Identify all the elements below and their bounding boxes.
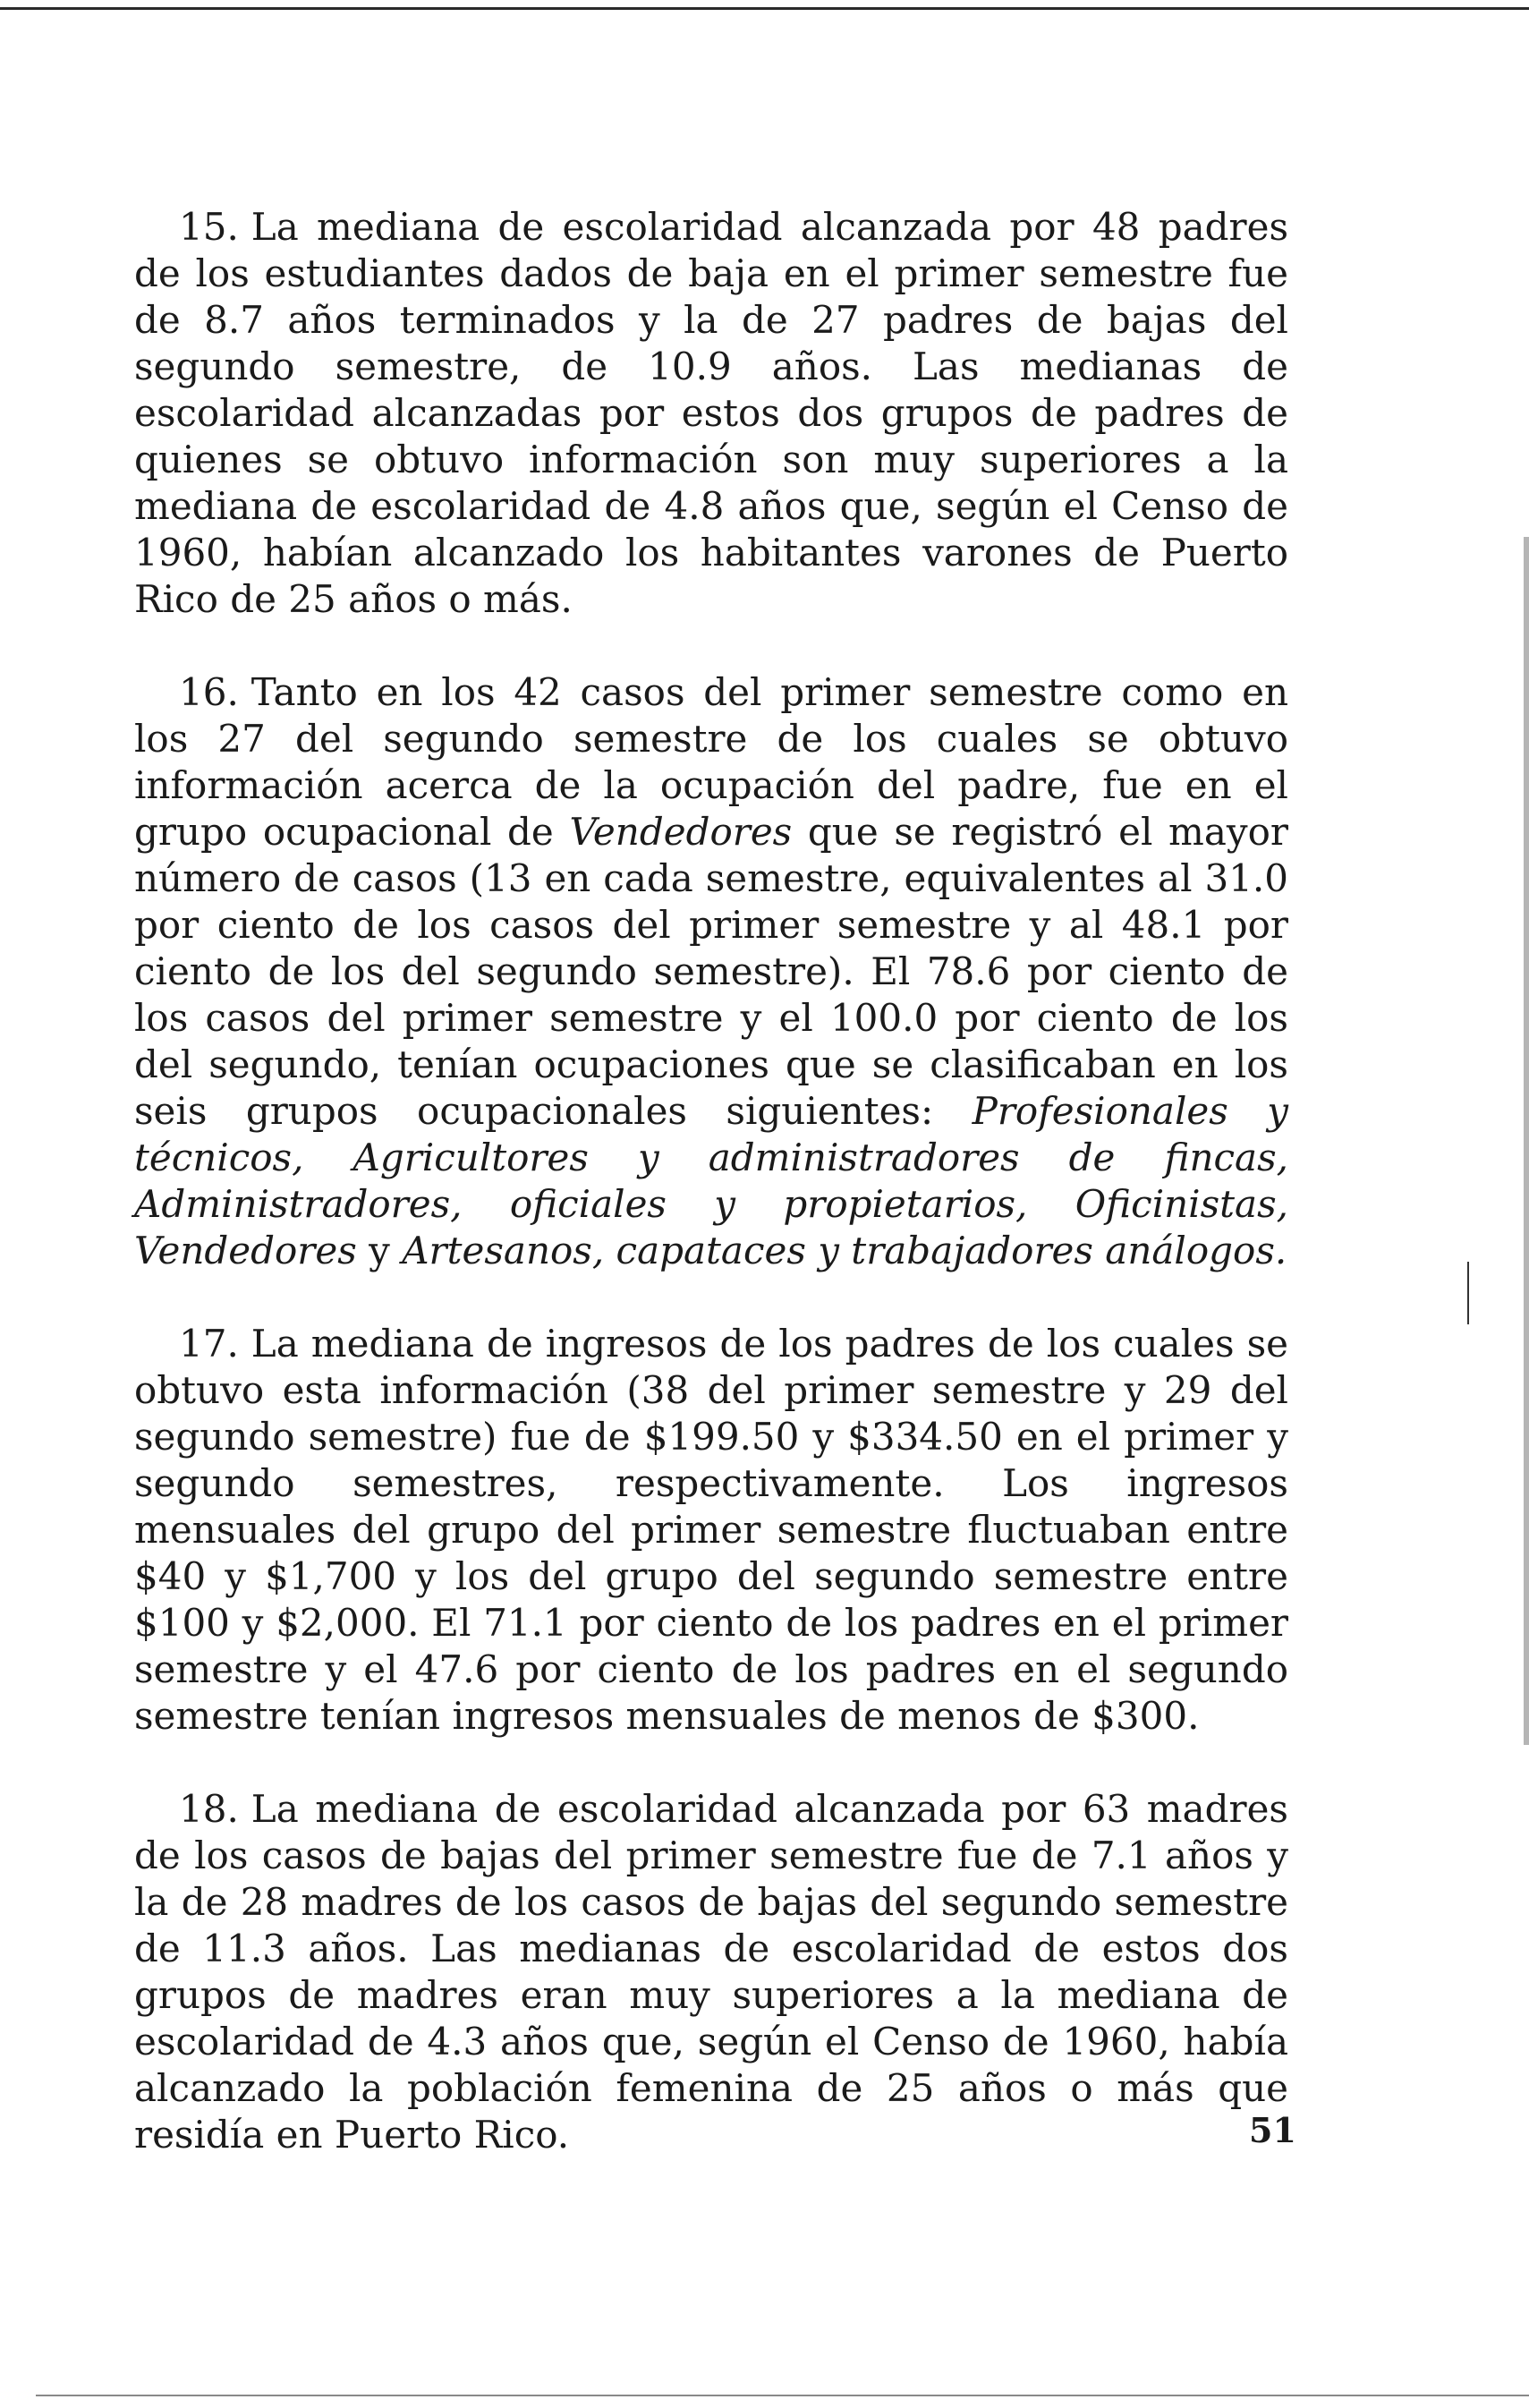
italic-term: Vendedores: [569, 810, 793, 854]
page-number: 51: [1249, 2110, 1296, 2150]
italic-term: Profesionales y técnicos, Agricultores y administradores de fincas, Administradores, oficiales y propietarios, Oficinistas, Vendedores: [134, 1089, 1288, 1272]
scan-mark: [1467, 1262, 1469, 1324]
paragraph-text: La mediana de escolaridad alcanzada por 63 madres de los casos de bajas del primer semestre fue de 7.1 años y la de 28 madres de los casos de bajas del segundo semestre de 11.3 años. Las medianas de escolaridad de estos dos grupos de madres eran muy superiores a la mediana de escolaridad de 4.3 años que, según el Censo de 1960, había alcanzado la población femenina de 25 años o más que residía en Puerto Rico.: [134, 1787, 1288, 2157]
scan-border-top: [0, 7, 1529, 10]
paragraph-text: Tanto en los 42 casos del primer semestre como en los 27 del segundo semestre de los cuales se obtuvo información acerca de la ocupación del padre, fue en el grupo ocupacional de: [134, 670, 1288, 854]
paragraph-18: [134, 1786, 1288, 2158]
scan-border-right: [1524, 537, 1529, 1745]
paragraph-17: [134, 1321, 1288, 1740]
paragraph-text: y: [356, 1229, 403, 1272]
paragraph-16: [134, 669, 1288, 1274]
scan-border-bottom: [36, 2395, 1529, 2396]
paragraph-15: [134, 204, 1288, 623]
page-body: [134, 204, 1288, 2205]
paragraph-text: que se registró el mayor número de casos (13 en cada semestre, equivalentes al 31.0 por ciento de los casos del primer semestre y al 48.1 por ciento de los del segundo semestre). El 78.6 por ciento de los casos del primer semestre y el 100.0 por ciento de los del segundo, tenían ocupaciones que se clasificaban en los seis grupos ocupacionales siguientes:: [134, 810, 1289, 1133]
paragraph-number: 16.: [179, 670, 239, 714]
paragraph-number: 15.: [179, 205, 239, 249]
italic-term: Artesanos, capataces y trabajadores análogos.: [402, 1229, 1287, 1272]
paragraph-text: La mediana de escolaridad alcanzada por 48 padres de los estudiantes dados de baja en el primer semestre fue de 8.7 años terminados y la de 27 padres de bajas del segundo semestre, de 10.9 años. Las medianas de escolaridad alcanzadas por estos dos grupos de padres de quienes se obtuvo información son muy superiores a la mediana de escolaridad de 4.8 años que, según el Censo de 1960, habían alcanzado los habitantes varones de Puerto Rico de 25 años o más.: [134, 205, 1288, 621]
paragraph-number: 18.: [179, 1787, 239, 1831]
paragraph-number: 17.: [179, 1322, 239, 1366]
paragraph-text: La mediana de ingresos de los padres de los cuales se obtuvo esta información (38 del primer semestre y 29 del segundo semestre) fue de $199.50 y $334.50 en el primer y segundo semestres, respectivamente. Los ingresos mensuales del grupo del primer semestre fluctuaban entre $40 y $1,700 y los del grupo del segundo semestre entre $100 y $2,000. El 71.1 por ciento de los padres en el primer semestre y el 47.6 por ciento de los padres en el segundo semestre tenían ingresos mensuales de menos de $300.: [134, 1322, 1288, 1738]
